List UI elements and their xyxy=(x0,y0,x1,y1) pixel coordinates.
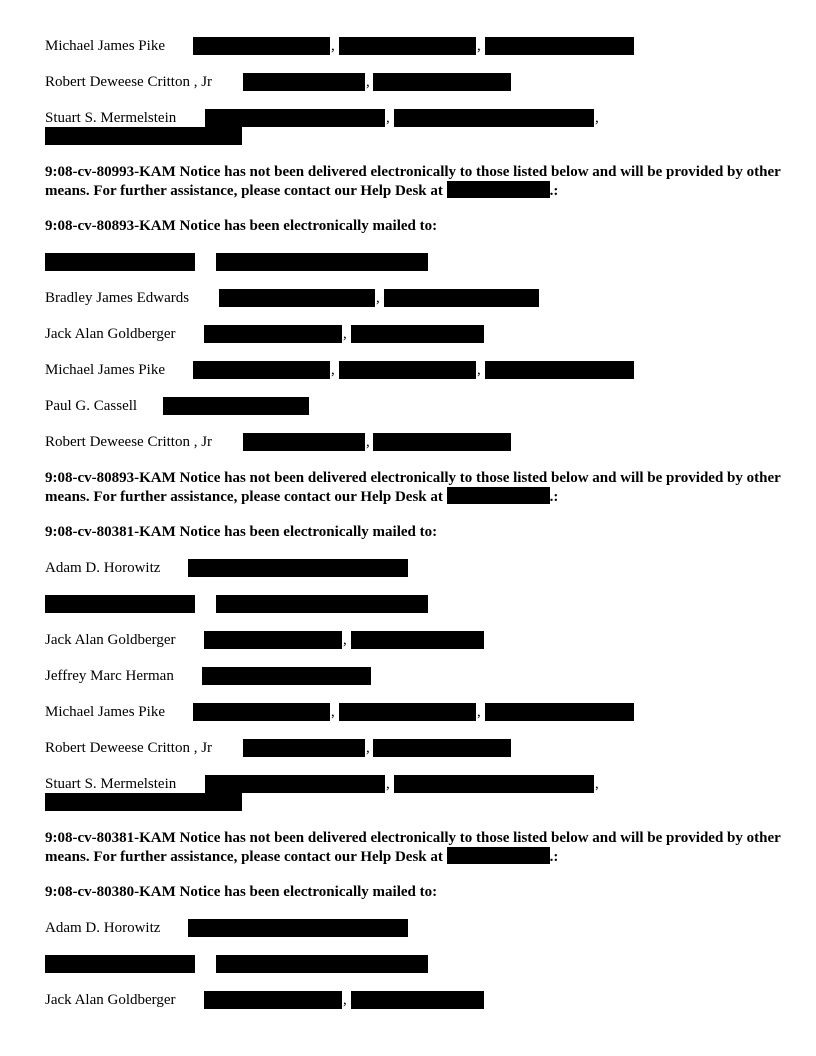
redaction-box xyxy=(188,919,408,937)
redaction-box xyxy=(339,37,476,55)
redaction-box xyxy=(216,955,428,973)
redaction-box xyxy=(373,739,511,757)
redaction-box xyxy=(351,325,484,343)
recipient-name: Stuart S. Mermelstein xyxy=(45,776,177,792)
redaction-box xyxy=(339,361,476,379)
redaction-box xyxy=(485,361,634,379)
redaction-box xyxy=(204,631,342,649)
redaction-box xyxy=(394,109,594,127)
redaction-box xyxy=(243,433,365,451)
recipient-name: Adam D. Horowitz xyxy=(45,560,161,576)
redaction-box xyxy=(447,847,550,864)
redaction-box xyxy=(205,109,385,127)
recipient-name: Jack Alan Goldberger xyxy=(45,632,176,648)
recipient-name: Michael James Pike xyxy=(45,704,165,720)
notice-mailed-heading: 9:08-cv-80381-KAM Notice has been electronically mailed to: xyxy=(45,524,438,540)
recipient-name: Stuart S. Mermelstein xyxy=(45,110,177,126)
notice-not-delivered: 9:08-cv-80993-KAM Notice has not been delivered electronically to those listed below and will be provided by other means. For further assistance, please contact our Help Desk at .: xyxy=(45,164,781,199)
comma-separator: , xyxy=(343,326,347,342)
redaction-box xyxy=(205,775,385,793)
redaction-box xyxy=(243,739,365,757)
comma-separator: , xyxy=(595,110,599,126)
comma-separator: , xyxy=(386,110,390,126)
redaction-box xyxy=(373,433,511,451)
notice-mailed-heading: 9:08-cv-80380-KAM Notice has been electronically mailed to: xyxy=(45,884,438,900)
comma-separator: , xyxy=(477,38,481,54)
redaction-box xyxy=(339,703,476,721)
redaction-box xyxy=(45,127,242,145)
recipient-name: Robert Deweese Critton , Jr xyxy=(45,740,213,756)
redaction-box xyxy=(45,595,195,613)
recipient-name: Jack Alan Goldberger xyxy=(45,992,176,1008)
redaction-box xyxy=(163,397,309,415)
redaction-box xyxy=(243,73,365,91)
comma-separator: , xyxy=(477,362,481,378)
comma-separator: , xyxy=(376,290,380,306)
comma-separator: , xyxy=(595,776,599,792)
recipient-name: Bradley James Edwards xyxy=(45,290,190,306)
redaction-box xyxy=(193,37,330,55)
recipient-name: Michael James Pike xyxy=(45,38,165,54)
comma-separator: , xyxy=(331,38,335,54)
comma-separator: , xyxy=(343,632,347,648)
comma-separator: , xyxy=(386,776,390,792)
redaction-box xyxy=(216,595,428,613)
redaction-box xyxy=(193,703,330,721)
notice-not-delivered: 9:08-cv-80893-KAM Notice has not been delivered electronically to those listed below and will be provided by other means. For further assistance, please contact our Help Desk at .: xyxy=(45,470,781,505)
comma-separator: , xyxy=(366,434,370,450)
redaction-box xyxy=(485,37,634,55)
redaction-box xyxy=(219,289,375,307)
recipient-name: Jeffrey Marc Herman xyxy=(45,668,174,684)
notice-mailed-heading: 9:08-cv-80893-KAM Notice has been electronically mailed to: xyxy=(45,218,438,234)
redaction-box xyxy=(45,955,195,973)
redaction-box xyxy=(45,793,242,811)
comma-separator: , xyxy=(331,704,335,720)
redaction-box xyxy=(202,667,371,685)
redaction-box xyxy=(447,487,550,504)
redaction-box xyxy=(373,73,511,91)
recipient-name: Michael James Pike xyxy=(45,362,165,378)
comma-separator: , xyxy=(343,992,347,1008)
redaction-box xyxy=(193,361,330,379)
redaction-box xyxy=(394,775,594,793)
redaction-box xyxy=(216,253,428,271)
recipient-name: Robert Deweese Critton , Jr xyxy=(45,434,213,450)
redaction-box xyxy=(485,703,634,721)
notice-not-delivered: 9:08-cv-80381-KAM Notice has not been delivered electronically to those listed below and will be provided by other means. For further assistance, please contact our Help Desk at .: xyxy=(45,830,781,865)
redaction-box xyxy=(351,991,484,1009)
redaction-box xyxy=(45,253,195,271)
recipient-name: Robert Deweese Critton , Jr xyxy=(45,74,213,90)
recipient-name: Adam D. Horowitz xyxy=(45,920,161,936)
comma-separator: , xyxy=(477,704,481,720)
comma-separator: , xyxy=(366,74,370,90)
recipient-name: Jack Alan Goldberger xyxy=(45,326,176,342)
redaction-box xyxy=(204,991,342,1009)
comma-separator: , xyxy=(366,740,370,756)
redaction-box xyxy=(204,325,342,343)
redaction-box xyxy=(351,631,484,649)
recipient-name: Paul G. Cassell xyxy=(45,398,138,414)
redaction-box xyxy=(447,181,550,198)
redaction-box xyxy=(384,289,539,307)
redaction-box xyxy=(188,559,408,577)
comma-separator: , xyxy=(331,362,335,378)
